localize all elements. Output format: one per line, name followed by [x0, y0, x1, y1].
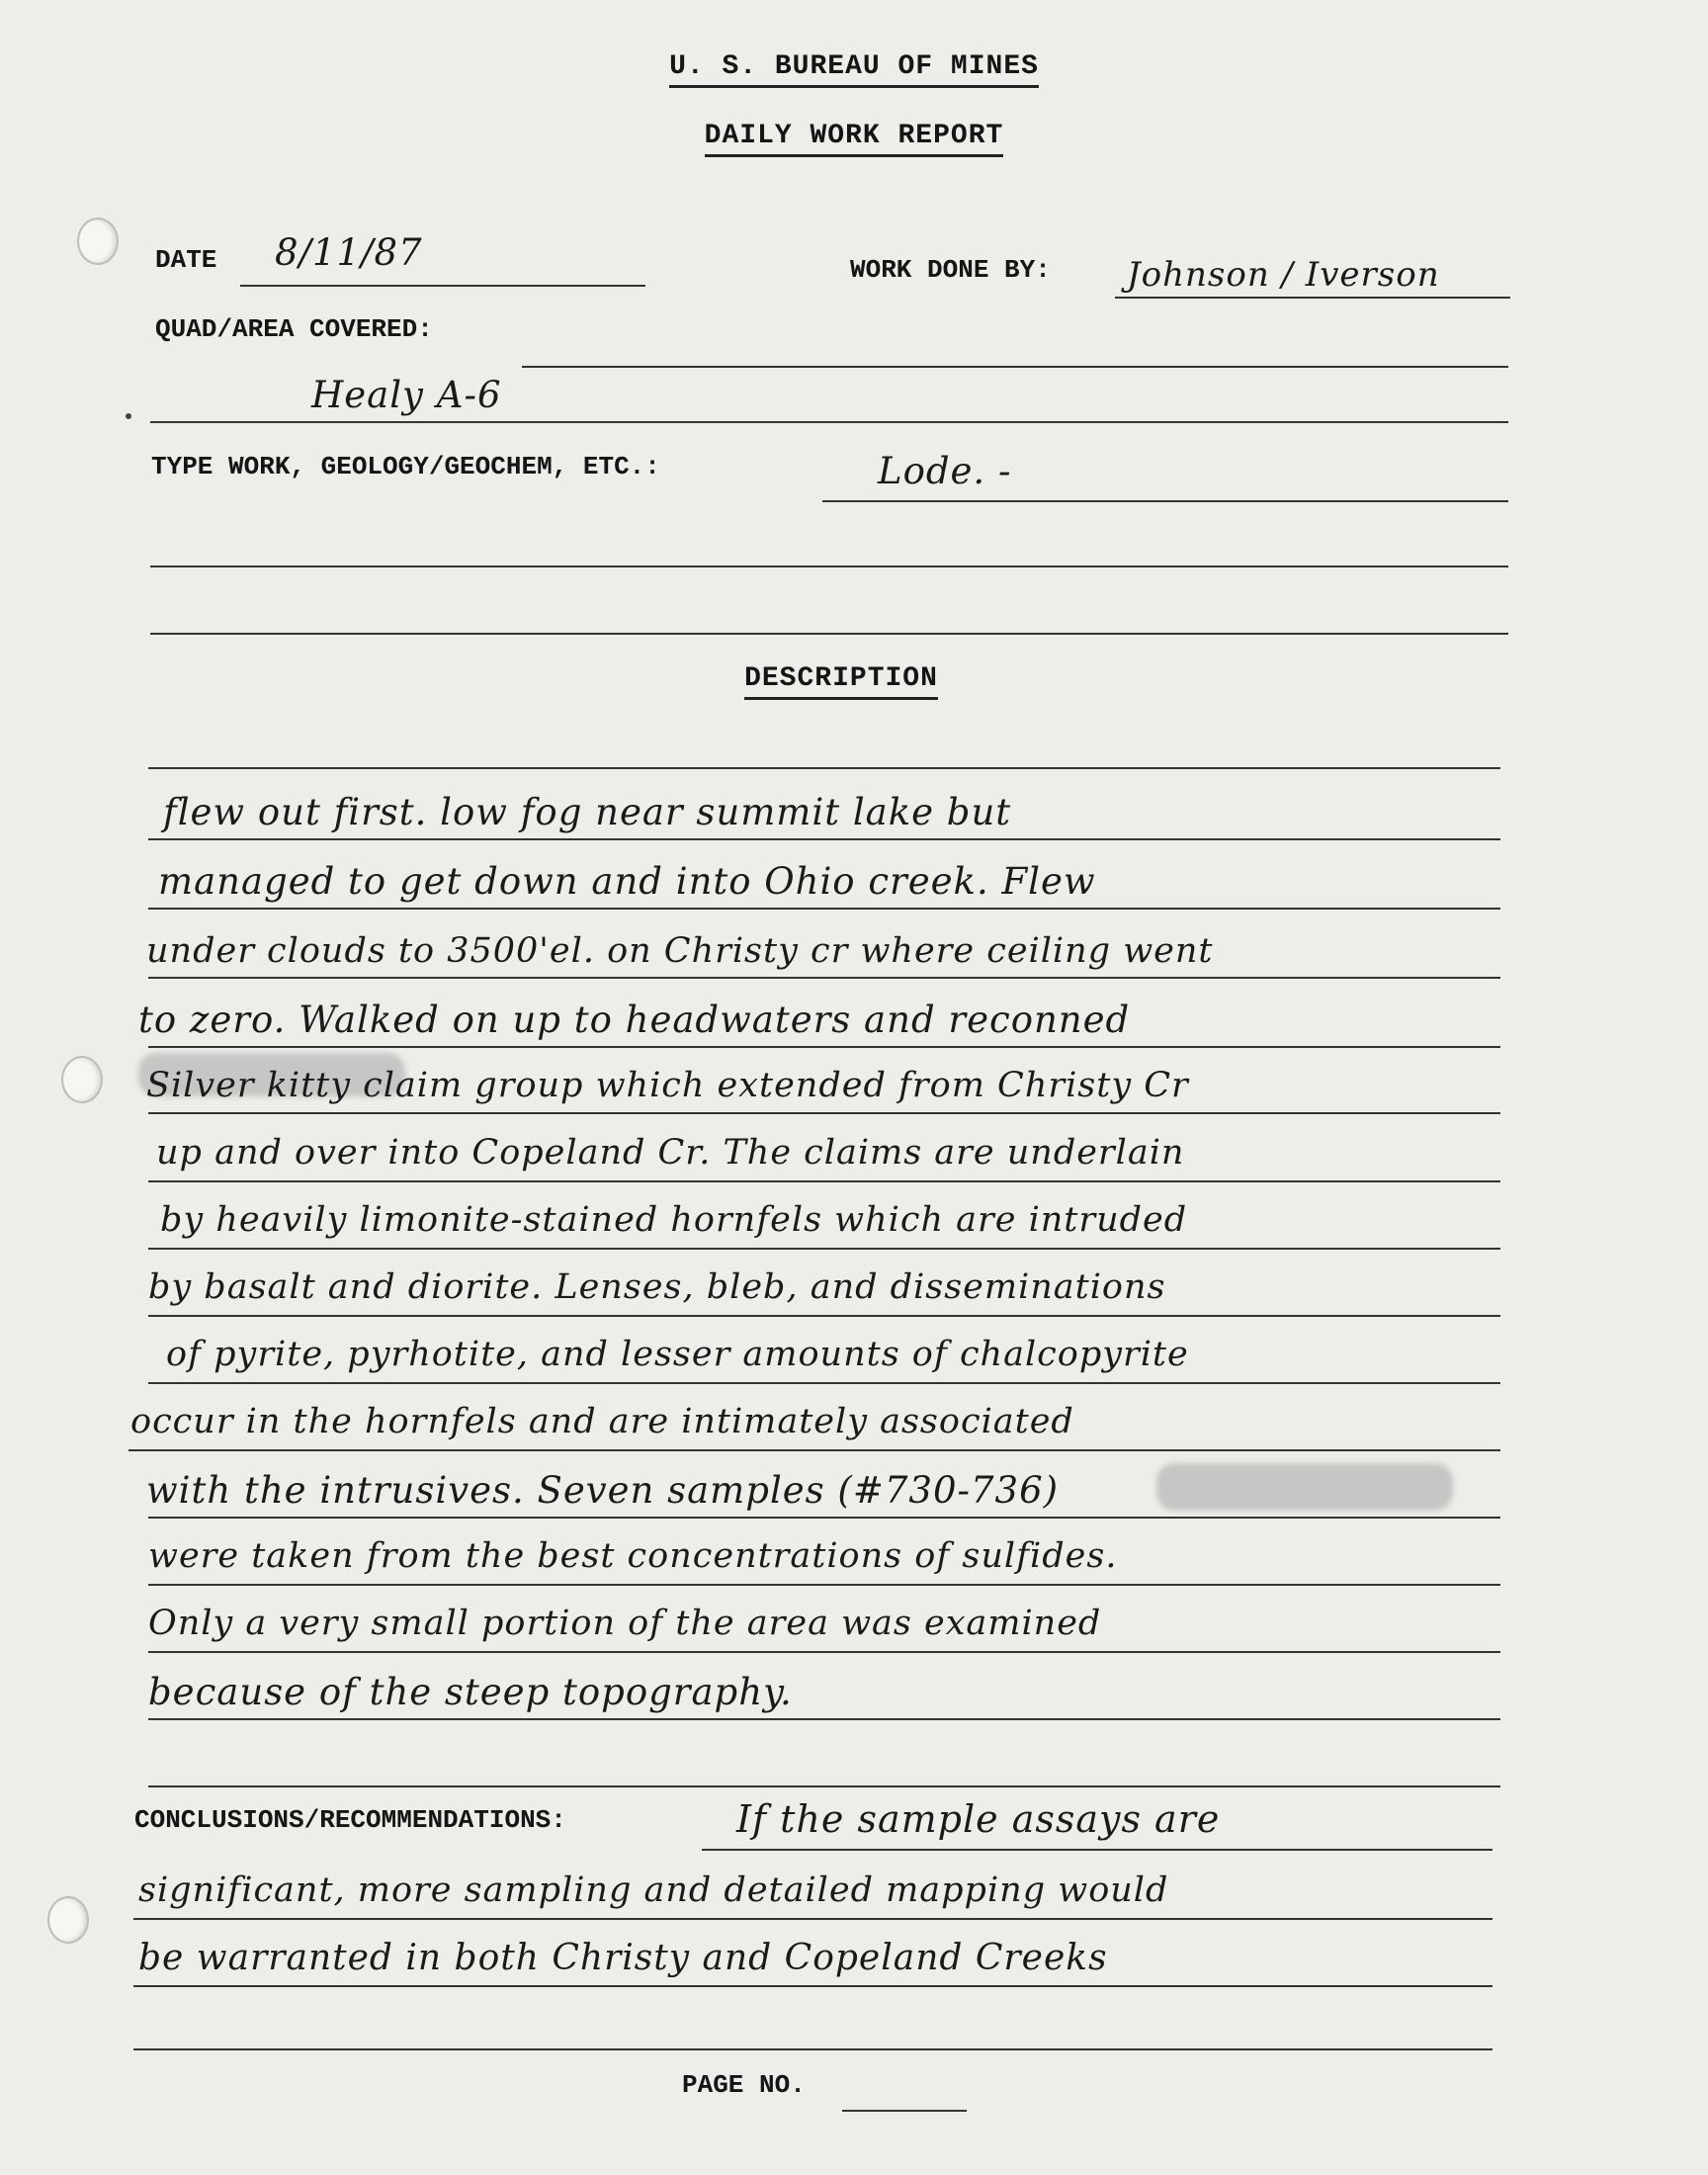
conclusions-rule-3: [133, 1985, 1493, 1987]
conclusions-line: significant, more sampling and detailed mapping would: [138, 1870, 1169, 1910]
type-work-label: TYPE WORK, GEOLOGY/GEOCHEM, ETC.:: [151, 452, 660, 481]
description-rule: [148, 1584, 1500, 1586]
date-value: 8/11/87: [275, 231, 423, 274]
description-line: Only a very small portion of the area was examined: [148, 1604, 1102, 1643]
date-label: DATE: [155, 245, 217, 275]
description-rule-top: [148, 767, 1500, 769]
description-heading: DESCRIPTION: [0, 663, 1708, 694]
punch-hole-bottom: [47, 1896, 89, 1944]
description-rule: [148, 1651, 1500, 1653]
description-rule: [148, 838, 1500, 840]
form-title: DAILY WORK REPORT: [0, 121, 1708, 151]
type-work-value: Lode. -: [878, 450, 1012, 492]
description-line: were taken from the best concentrations of sulfides.: [148, 1536, 1118, 1576]
description-line: under clouds to 3500'el. on Christy cr where ceiling went: [146, 931, 1214, 971]
description-rule: [148, 1382, 1500, 1384]
page-number-rule: [842, 2110, 967, 2112]
quad-area-label: QUAD/AREA COVERED:: [155, 314, 433, 344]
conclusions-rule-4: [133, 2048, 1493, 2050]
description-rule: [148, 1112, 1500, 1114]
description-rule: [128, 1449, 1500, 1451]
description-rule: [148, 1180, 1500, 1182]
highlight-sample-numbers: [1156, 1463, 1453, 1511]
description-line: by heavily limonite-stained hornfels which are intruded: [160, 1200, 1188, 1240]
conclusions-line: If the sample assays are: [736, 1797, 1221, 1841]
work-done-by-rule: [1115, 297, 1510, 299]
page-number-label: PAGE NO.: [682, 2070, 806, 2100]
description-line: managed to get down and into Ohio creek. Flew: [158, 860, 1096, 903]
description-line: to zero. Walked on up to headwaters and reconned: [138, 999, 1131, 1041]
description-line: occur in the hornfels and are intimately associated: [130, 1402, 1074, 1441]
description-rule: [148, 1785, 1500, 1787]
conclusions-line: be warranted in both Christy and Copeland Creeks: [138, 1938, 1108, 1978]
description-rule: [148, 908, 1500, 910]
conclusions-label: CONCLUSIONS/RECOMMENDATIONS:: [134, 1805, 566, 1835]
conclusions-rule-2: [133, 1918, 1493, 1920]
conclusions-rule-1: [702, 1849, 1493, 1851]
description-rule: [148, 1046, 1500, 1048]
date-rule: [240, 285, 645, 287]
description-line: Silver kitty claim group which extended from Christy Cr: [146, 1066, 1189, 1105]
type-work-rule-2: [150, 566, 1508, 567]
description-line: by basalt and diorite. Lenses, bleb, and disseminations: [148, 1267, 1166, 1307]
punch-hole-top: [77, 218, 119, 265]
quad-area-rule-2: [150, 421, 1508, 423]
work-done-by-value: Johnson / Iverson: [1127, 255, 1440, 295]
description-rule: [148, 1315, 1500, 1317]
description-rule: [148, 977, 1500, 979]
description-rule: [148, 1718, 1500, 1720]
punch-hole-middle: [61, 1056, 103, 1103]
type-work-rule-1: [822, 500, 1508, 502]
description-line: up and over into Copeland Cr. The claims are underlain: [156, 1133, 1185, 1173]
quad-area-rule-1: [522, 366, 1508, 368]
agency-title: U. S. BUREAU OF MINES: [0, 51, 1708, 82]
description-line: flew out first. low fog near summit lake but: [163, 791, 1012, 833]
work-done-by-label: WORK DONE BY:: [850, 255, 1051, 285]
description-line: of pyrite, pyrhotite, and lesser amounts of chalcopyrite: [166, 1335, 1189, 1374]
stray-mark: [126, 413, 131, 419]
description-line: because of the steep topography.: [148, 1671, 793, 1713]
description-rule: [148, 1517, 1500, 1519]
description-line: with the intrusives. Seven samples (#730-736): [146, 1469, 1060, 1512]
quad-area-value: Healy A-6: [311, 374, 502, 416]
description-rule: [148, 1248, 1500, 1250]
type-work-rule-3: [150, 633, 1508, 635]
